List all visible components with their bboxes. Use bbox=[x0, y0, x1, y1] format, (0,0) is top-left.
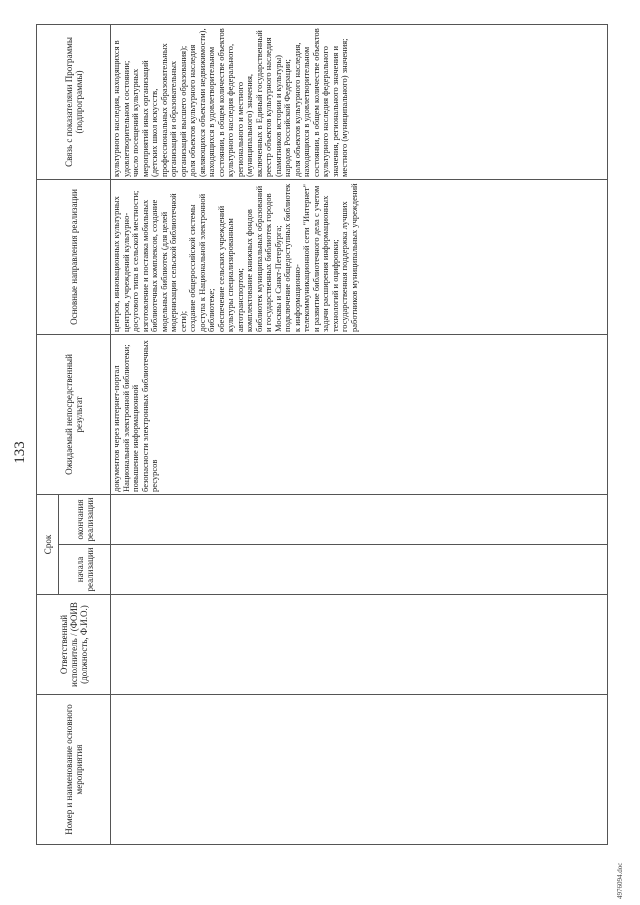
header-term-start: начала реализации bbox=[59, 545, 111, 595]
cell-directions: центров, инновационных культурных центров, учреждений культурно-досугового типа в сельской местности; изготовление и поставка мобильных библиотечных комплексов, создание модельных библиотек (для целей модернизации сельской библиотечной сети); создание общероссийской системы доступа к Национальной электронной библиотеке; обеспечение сельских учреждений культуры специализированным автотранспортом; комплектование книжных фондов библиотек муниципальных образований и государственных библиотек городов Москвы и Санкт-Петербурга; подключение общедоступных библиотек к информационно-телекоммуникационной сети "Интернет" и развитие библиотечного дела с учетом задачи расширения информационных технологий и оцифровки; государственная поддержка лучших работников муниципальных учреждений bbox=[111, 179, 608, 334]
header-expected-result: Ожидаемый непосредственный результат bbox=[37, 334, 111, 494]
header-indicators-link: Связь с показателями Программы (подпрограммы) bbox=[37, 24, 111, 179]
header-term: Срок bbox=[37, 494, 59, 594]
measures-table bbox=[36, 24, 608, 845]
cell-expected-result: документов через интернет-портал Национальной электронной библиотеки; повышение информационной безопасности электронных библиотечных ресурсов bbox=[111, 334, 608, 494]
page-number: 133 bbox=[12, 441, 28, 464]
header-responsible: Ответственный исполнитель / (ФОИВ (должность, Ф.И.О.) bbox=[37, 595, 111, 695]
cell-responsible bbox=[111, 595, 608, 695]
cell-indicators-link: культурного наследия, находящихся в удовлетворительном состоянии; число посещений культурных мероприятий иных организаций (детских школ искусств, профессиональных образовательных организаций и образовательных организаций высшего образования); доля объектов культурного наследия (являющихся объектами недвижимости), находящихся в удовлетворительном состоянии, в общем количестве объектов культурного наследия федерального, регионального и местного (муниципального) значения, включенных в Единый государственный реестр объектов культурного наследия (памятников истории и культуры) народов Российской Федерации; доля объектов культурного наследия, находящихся в удовлетворительном состоянии, в общем количестве объектов культурного наследия федерального значения, регионального значения и местного (муниципального) значения; bbox=[111, 24, 608, 179]
table-row bbox=[111, 24, 608, 844]
cell-measure-name bbox=[111, 695, 608, 845]
document-code: 4976094.doc bbox=[616, 862, 624, 899]
header-measure-name: Номер и наименование основного мероприятия bbox=[37, 695, 111, 845]
header-directions: Основные направления реализации bbox=[37, 179, 111, 334]
header-row-1 bbox=[37, 24, 59, 844]
cell-term-start bbox=[111, 545, 608, 595]
header-term-end: окончания реализации bbox=[59, 494, 111, 544]
cell-term-end bbox=[111, 494, 608, 544]
